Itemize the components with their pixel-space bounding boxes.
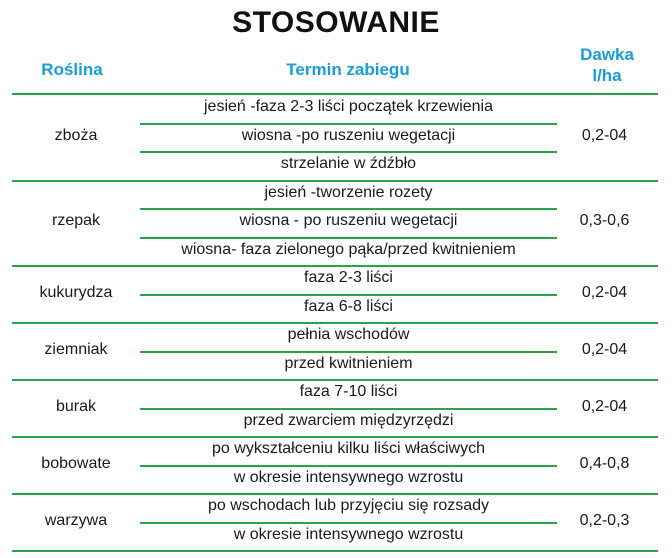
- term-item: jesień -tworzenie rozety: [264, 183, 433, 201]
- plant-name: zboża: [54, 126, 98, 144]
- row-divider: [12, 379, 658, 381]
- column-header-plant: Roślina: [41, 60, 103, 79]
- column-header-dose-line1: Dawka: [580, 45, 634, 64]
- term-item: wiosna -po ruszeniu wegetacji: [241, 126, 456, 144]
- dose-value: 0,2-04: [581, 126, 628, 144]
- dose-value: 0,2-0,3: [579, 511, 630, 529]
- term-divider: [140, 465, 557, 467]
- term-item: faza 2-3 liści: [304, 269, 393, 286]
- term-divider: [140, 208, 557, 210]
- term-divider: [140, 294, 557, 296]
- row-divider: [12, 550, 658, 552]
- term-item: w okresie intensywnego wzrostu: [233, 468, 464, 486]
- term-divider: [140, 522, 557, 524]
- row-divider: [12, 493, 658, 495]
- term-divider: [140, 237, 557, 239]
- row-divider: [12, 322, 658, 324]
- column-header-dose-unit: l/ha: [592, 66, 622, 85]
- column-header-dose: [552, 44, 662, 86]
- term-divider: [140, 123, 557, 125]
- dose-value: 0,2-04: [581, 340, 628, 358]
- term-divider: [140, 351, 557, 353]
- plant-name: burak: [55, 397, 97, 415]
- term-item: po wykształceniu kilku liści właściwych: [212, 440, 485, 457]
- term-item: faza 6-8 liści: [304, 297, 393, 315]
- term-item: przed zwarciem międzyrzędzi: [243, 411, 454, 429]
- header-divider: [12, 93, 658, 95]
- term-item: faza 7-10 liści: [299, 383, 398, 400]
- term-divider: [140, 151, 557, 153]
- column-header-term: Termin zabiegu: [286, 60, 410, 79]
- plant-name: warzywa: [44, 511, 108, 529]
- row-divider: [12, 265, 658, 267]
- term-item: w okresie intensywnego wzrostu: [233, 525, 464, 543]
- term-divider: [140, 408, 557, 410]
- dose-value: 0,2-04: [581, 397, 628, 415]
- row-divider: [12, 180, 658, 182]
- plant-name: ziemniak: [44, 340, 108, 358]
- plant-name: kukurydza: [39, 283, 113, 301]
- term-item: strzelanie w źdźbło: [280, 155, 417, 172]
- plant-name: bobowate: [41, 454, 111, 472]
- dose-value: 0,3-0,6: [579, 212, 630, 230]
- term-item: jesień -faza 2-3 liści początek krzewienia: [203, 98, 493, 115]
- term-item: wiosna - po ruszeniu wegetacji: [239, 212, 458, 229]
- term-item: pełnia wschodów: [287, 326, 410, 343]
- dose-value: 0,4-0,8: [579, 454, 630, 472]
- page-title: STOSOWANIE: [232, 6, 440, 39]
- term-item: przed kwitnieniem: [284, 354, 413, 372]
- row-divider: [12, 436, 658, 438]
- term-item: wiosna- faza zielonego pąka/przed kwitnieniem: [181, 240, 516, 258]
- term-item: po wschodach lub przyjęciu się rozsady: [207, 497, 490, 514]
- plant-name: rzepak: [51, 212, 101, 230]
- dose-value: 0,2-04: [581, 283, 628, 301]
